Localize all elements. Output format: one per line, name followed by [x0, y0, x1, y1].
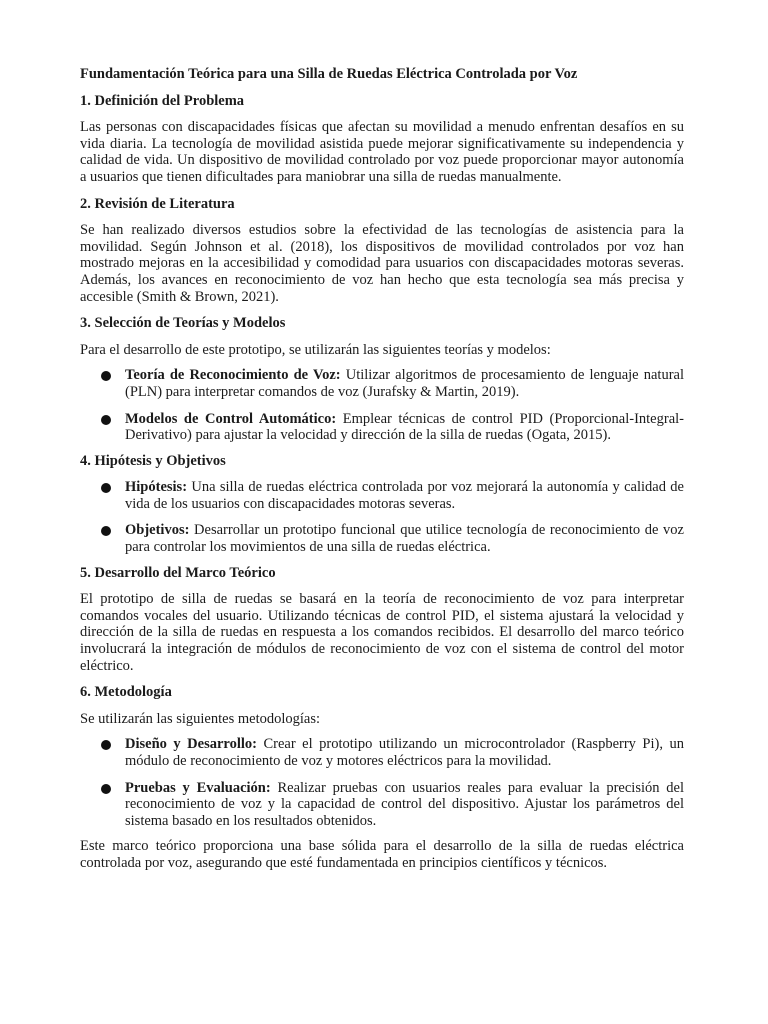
bullet-dot-icon — [101, 415, 111, 425]
document-title: Fundamentación Teórica para una Silla de Ruedas Eléctrica Controlada por Voz — [80, 66, 578, 82]
bullet-list-theories — [80, 367, 684, 443]
section-heading-theories: 3. Selección de Teorías y Modelos — [80, 315, 286, 332]
section-paragraph-literature: Se han realizado diversos estudios sobre la efectividad de las tecnologías de asistencia para la movilidad. Según Johnson et al. (2018), los dispositivos de movilidad controlados por voz han mostrado mejoras en la accesibilidad y comodidad para usuarios con discapacidades motoras severas. Además, los avances en reconocimiento de voz han hecho que esta tecnología sea más precisa y accesible (Smith & Brown, 2021). — [80, 222, 684, 305]
bullet-text: Desarrollar un prototipo funcional que utilice tecnología de reconocimiento de voz para controlar los movimientos de una silla de ruedas eléctrica. — [125, 522, 684, 556]
bullet-label: Hipótesis: — [125, 479, 188, 496]
bullet-label: Objetivos: — [125, 522, 190, 539]
list-item — [80, 780, 684, 830]
section-heading-framework: 5. Desarrollo del Marco Teórico — [80, 564, 276, 581]
bullet-dot-icon — [101, 371, 111, 381]
document-page — [80, 66, 684, 882]
bullet-list-methodology — [80, 736, 684, 829]
conclusion-paragraph: Este marco teórico proporciona una base sólida para el desarrollo de la silla de ruedas eléctrica controlada por voz, asegurando que esté fundamentada en principios científicos y técnicos. — [80, 838, 684, 871]
bullet-label: Teoría de Reconocimiento de Voz: — [125, 367, 341, 384]
bullet-text: Realizar pruebas con usuarios reales para evaluar la precisión del reconocimiento de voz y la capacidad de control del dispositivo. Ajustar los parámetros del sistema basado en los resultados obtenidos. — [125, 779, 684, 829]
section-heading-literature: 2. Revisión de Literatura — [80, 195, 235, 212]
bullet-dot-icon — [101, 740, 111, 750]
bullet-text: Crear el prototipo utilizando un microcontrolador (Raspberry Pi), un módulo de reconocimiento de voz y motores eléctricos para la movilidad. — [125, 736, 684, 769]
list-item — [80, 367, 684, 400]
section-heading-hypothesis: 4. Hipótesis y Objetivos — [80, 452, 226, 469]
section-intro-theories: Para el desarrollo de este prototipo, se utilizarán las siguientes teorías y modelos: — [80, 341, 551, 358]
bullet-label: Pruebas y Evaluación: — [125, 779, 271, 796]
section-paragraph-problem: Las personas con discapacidades físicas que afectan su movilidad a menudo enfrentan desafíos en su vida diaria. La tecnología de movilidad asistida puede mejorar significativamente su independencia y calidad de vida. Un dispositivo de movilidad controlado por voz puede proporcionar mayor autonomía a usuarios que tienen dificultades para maniobrar una silla de ruedas manualmente. — [80, 119, 684, 185]
bullet-text: Emplear técnicas de control PID (Proporcional-Integral-Derivativo) para ajustar la velocidad y dirección de la silla de ruedas (Ogata, 2015). — [125, 410, 684, 444]
section-paragraph-framework: El prototipo de silla de ruedas se basará en la teoría de reconocimiento de voz para interpretar comandos vocales del usuario. Utilizando técnicas de control PID, el sistema ajustará la velocidad y dirección de la silla de ruedas en respuesta a los comandos recibidos. El desarrollo del marco teórico involucrará la integración de módulos de reconocimiento de voz con el sistema de control del motor eléctrico. — [80, 591, 684, 674]
list-item — [80, 479, 684, 512]
bullet-text: Utilizar algoritmos de procesamiento de lenguaje natural (PLN) para interpretar comandos de voz (Jurafsky & Martin, 2019). — [125, 367, 684, 400]
section-heading-methodology: 6. Metodología — [80, 684, 172, 701]
bullet-label: Diseño y Desarrollo: — [125, 736, 257, 753]
list-item — [80, 736, 684, 769]
bullet-dot-icon — [101, 526, 111, 536]
bullet-dot-icon — [101, 483, 111, 493]
bullet-list-hypothesis — [80, 479, 684, 555]
bullet-label: Modelos de Control Automático: — [125, 410, 337, 427]
bullet-dot-icon — [101, 784, 111, 794]
bullet-text: Una silla de ruedas eléctrica controlada por voz mejorará la autonomía y calidad de vida de los usuarios con discapacidades motoras severas. — [125, 479, 684, 512]
section-heading-problem: 1. Definición del Problema — [80, 92, 245, 109]
list-item — [80, 411, 684, 444]
list-item — [80, 522, 684, 555]
section-intro-methodology: Se utilizarán las siguientes metodologías: — [80, 710, 321, 727]
